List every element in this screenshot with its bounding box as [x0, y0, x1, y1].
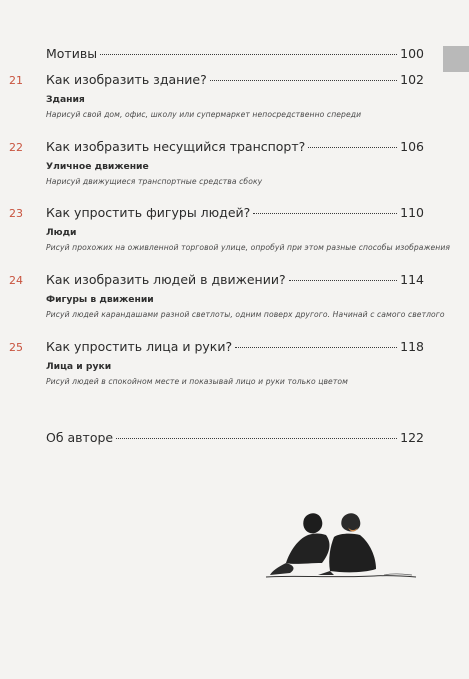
- section-subtitle: Здания: [46, 94, 85, 105]
- chapter-number: 21: [9, 74, 23, 87]
- toc-entry-title: Как изобразить здание?: [46, 72, 207, 87]
- section-description: Нарисуй движущиеся транспортные средства сбоку: [46, 177, 263, 186]
- leader-dots: [289, 280, 398, 281]
- toc-entry-about-author[interactable]: [46, 430, 424, 445]
- toc-entry-chapter-23[interactable]: [46, 205, 424, 220]
- toc-entry-page: 102: [400, 72, 424, 87]
- toc-entry-page: 122: [400, 430, 424, 445]
- leader-dots: [235, 347, 397, 348]
- section-description: Нарисуй свой дом, офис, школу или супермаркет непосредственно спереди: [46, 110, 362, 119]
- chapter-number: 25: [9, 341, 23, 354]
- toc-entry-page: 114: [400, 272, 424, 287]
- toc-entry-title: Как изобразить людей в движении?: [46, 272, 286, 287]
- leader-dots: [210, 80, 397, 81]
- leader-dots: [308, 147, 397, 148]
- sketch-two-figures-illustration: [264, 505, 424, 585]
- leader-dots: [100, 54, 397, 55]
- section-description: Рисуй людей в спокойном месте и показывай лицо и руки только цветом: [46, 377, 348, 386]
- toc-entry-page: 100: [400, 46, 424, 61]
- chapter-number: 23: [9, 207, 23, 220]
- toc-entry-chapter-25[interactable]: [46, 339, 424, 354]
- section-subtitle: Люди: [46, 227, 77, 238]
- toc-entry-page: 110: [400, 205, 424, 220]
- toc-entry-motifs[interactable]: [46, 46, 424, 61]
- section-subtitle: Уличное движение: [46, 161, 149, 172]
- section-tab-marker: [443, 46, 469, 72]
- toc-entry-chapter-21[interactable]: [46, 72, 424, 87]
- section-subtitle: Лица и руки: [46, 361, 112, 372]
- toc-entry-title: Мотивы: [46, 46, 98, 61]
- toc-entry-chapter-22[interactable]: [46, 139, 424, 154]
- section-description: Рисуй людей карандашами разной светлоты, одним поверх другого. Начинай с самого светлого: [46, 310, 445, 319]
- toc-entry-page: 118: [400, 339, 424, 354]
- leader-dots: [253, 213, 397, 214]
- toc-entry-title: Об авторе: [46, 430, 114, 445]
- toc-entry-chapter-24[interactable]: [46, 272, 424, 287]
- toc-entry-title: Как упростить фигуры людей?: [46, 205, 251, 220]
- section-subtitle: Фигуры в движении: [46, 294, 154, 305]
- toc-entry-page: 106: [400, 139, 424, 154]
- leader-dots: [116, 438, 397, 439]
- toc-entry-title: Как упростить лица и руки?: [46, 339, 233, 354]
- toc-entry-title: Как изобразить несущийся транспорт?: [46, 139, 306, 154]
- section-description: Рисуй прохожих на оживленной торговой улице, опробуй при этом разные способы изображения: [46, 243, 451, 252]
- chapter-number: 24: [9, 274, 23, 287]
- chapter-number: 22: [9, 141, 23, 154]
